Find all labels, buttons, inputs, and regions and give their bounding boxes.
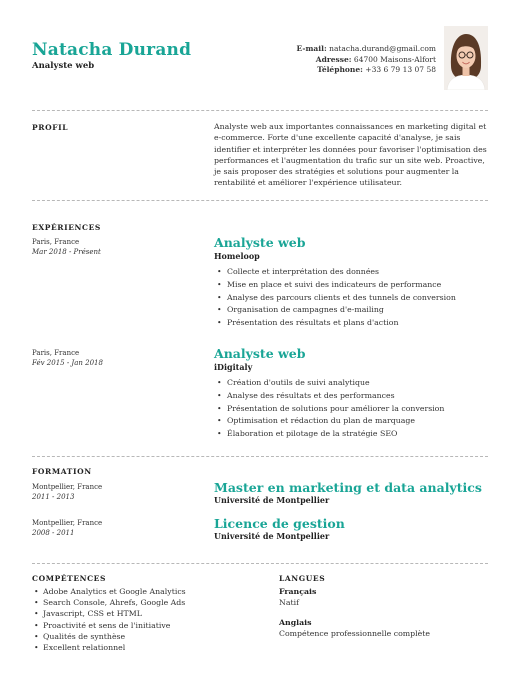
education-1-meta <box>32 482 102 502</box>
education-1-dates: 2011 - 2013 <box>32 493 75 501</box>
education-2-meta <box>32 518 102 538</box>
language-1-level: Natif <box>279 598 299 607</box>
skill-item: • Qualités de synthèse <box>34 631 186 642</box>
email-value[interactable]: natacha.durand@gmail.com <box>329 44 436 53</box>
phone-label: Téléphone: <box>317 65 363 74</box>
contact-address <box>296 55 436 66</box>
experience-section-title: EXPÉRIENCES <box>32 223 101 232</box>
experience-2-company: iDigitaly <box>214 362 253 372</box>
section-separator <box>32 200 488 201</box>
section-separator <box>32 110 488 111</box>
skill-item: • Excellent relationnel <box>34 642 186 653</box>
language-1-name: Français <box>279 587 317 596</box>
contact-block <box>296 44 436 76</box>
skill-item: • Javascript, CSS et HTML <box>34 608 186 619</box>
task-item: • Analyse des résultats et des performances <box>216 390 444 403</box>
experience-1-meta <box>32 237 101 257</box>
profile-section-title: PROFIL <box>32 123 69 132</box>
skill-item: • Adobe Analytics et Google Analytics <box>34 586 186 597</box>
task-item: • Optimisation et rédaction du plan de marquage <box>216 415 444 428</box>
experience-2-tasks <box>216 377 444 441</box>
experience-2-dates: Fév 2015 - Jan 2018 <box>32 359 103 367</box>
experience-1-tasks <box>216 266 456 330</box>
task-item: • Organisation de campagnes d'e-mailing <box>216 304 456 317</box>
contact-phone <box>296 65 436 76</box>
resume-header <box>32 26 488 96</box>
portrait-illustration <box>444 26 488 90</box>
candidate-job-title: Analyste web <box>32 61 95 71</box>
section-separator <box>32 456 488 457</box>
candidate-name: Natacha Durand <box>32 40 192 60</box>
skill-item: • Proactivité et sens de l'initiative <box>34 620 186 631</box>
email-label: E-mail: <box>296 44 327 53</box>
task-item: • Mise en place et suivi des indicateurs de performance <box>216 279 456 292</box>
education-2-dates: 2008 - 2011 <box>32 529 75 537</box>
experience-1-location: Paris, France <box>32 238 80 246</box>
language-2-level: Compétence professionnelle complète <box>279 629 431 638</box>
education-1-degree: Master en marketing et data analytics <box>214 480 482 495</box>
task-item: • Présentation des résultats et plans d'action <box>216 317 456 330</box>
skill-item: • Search Console, Ahrefs, Google Ads <box>34 597 186 608</box>
languages-section-title: LANGUES <box>279 574 326 583</box>
task-item: • Collecte et interprétation des données <box>216 266 456 279</box>
task-item: • Création d'outils de suivi analytique <box>216 377 444 390</box>
education-section-title: FORMATION <box>32 467 92 476</box>
phone-value[interactable]: +33 6 79 13 07 58 <box>365 65 436 74</box>
task-item: • Présentation de solutions pour améliorer la conversion <box>216 403 444 416</box>
address-value: 64700 Maisons-Alfort <box>353 54 436 64</box>
language-2-name: Anglais <box>279 618 312 627</box>
education-2-school: Université de Montpellier <box>214 531 330 541</box>
profile-photo <box>444 26 488 90</box>
section-separator <box>32 563 488 564</box>
education-2-degree: Licence de gestion <box>214 516 345 531</box>
education-2-location: Montpellier, France <box>32 519 103 527</box>
address-label: Adresse: <box>315 54 352 64</box>
skills-list <box>34 586 186 653</box>
skills-section-title: COMPÉTENCES <box>32 574 107 583</box>
experience-1-company: Homeloop <box>214 251 260 261</box>
experience-2-meta <box>32 348 103 368</box>
education-1-location: Montpellier, France <box>32 483 103 491</box>
experience-1-dates: Mar 2018 - Présent <box>32 248 101 256</box>
experience-2-location: Paris, France <box>32 349 80 357</box>
profile-summary: Analyste web aux importantes connaissances en marketing digital et e-commerce. Forte d'une excellente capacité d'analyse, je sais identifier et interpréter les données pour favoriser l'optimisation des performances et l'augmentation du trafic sur un site web. Proactive, je sais proposer des stratégies et solutions pour augmenter la rentabilité et améliorer l'expérience utilisateur. <box>214 122 487 188</box>
experience-2-role: Analyste web <box>214 346 306 361</box>
task-item: • Élaboration et pilotage de la stratégie SEO <box>216 428 444 441</box>
experience-1-role: Analyste web <box>214 235 306 250</box>
education-1-school: Université de Montpellier <box>214 495 330 505</box>
contact-email <box>296 44 436 55</box>
task-item: • Analyse des parcours clients et des tunnels de conversion <box>216 292 456 305</box>
